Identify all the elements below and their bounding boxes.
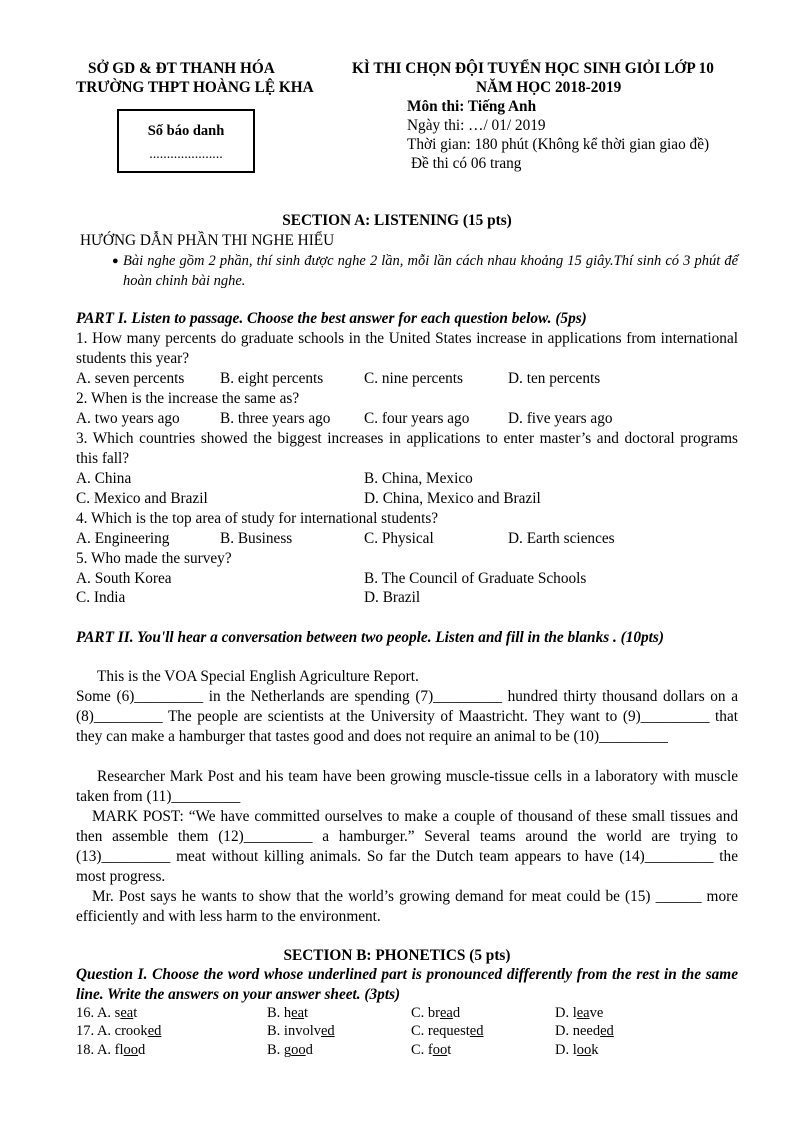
exam-subject: Môn thi: Tiếng Anh [407, 98, 537, 115]
passage-intro: This is the VOA Special English Agriculture Report. [97, 668, 419, 685]
page-count: Đề thi có 06 trang [411, 155, 522, 172]
question-2-options [76, 409, 738, 429]
option-d: D. five years ago [508, 410, 613, 427]
listening-guide-title: HƯỚNG DẪN PHẦN THI NGHE HIỂU [80, 232, 335, 249]
exam-title: KÌ THI CHỌN ĐỘI TUYỂN HỌC SINH GIỎI LỚP 10 [352, 60, 714, 77]
option-c: C. Physical [364, 530, 434, 547]
question-5-options-row1 [76, 569, 738, 589]
option-b: B. three years ago [220, 410, 331, 427]
option-c: C. requested [411, 1023, 484, 1039]
option-b: B. heat [267, 1005, 309, 1021]
option-b: B. involved [267, 1023, 335, 1039]
option-a: 17. A. crooked [76, 1023, 162, 1039]
option-d: D. look [555, 1042, 599, 1058]
phonetics-row-17 [76, 1021, 738, 1040]
exam-date: Ngày thi: …/ 01/ 2019 [407, 117, 546, 134]
option-b: B. China, Mexico [364, 470, 473, 487]
passage-paragraph-3: MARK POST: “We have committed ourselves to make a couple of thousand of these small tissues and then assemble them (12)_________ a hamburger.” Several teams around the world are trying to (13)_________ meat without killing animals. So far the Dutch team appears to have (14)_________ the most progress. [76, 808, 738, 885]
option-a: 16. A. seat [76, 1005, 138, 1021]
option-a: A. China [76, 470, 132, 487]
candidate-number-blank: ..................... [149, 147, 223, 162]
passage-paragraph-2: Researcher Mark Post and his team have been growing muscle-tissue cells in a laboratory with muscle taken from (11)_________ [76, 768, 738, 805]
question-1: 1. How many percents do graduate schools in the United States increase in applications from international students this year? [76, 330, 738, 367]
phonetics-question-title: Question I. Choose the word whose underlined part is pronounced differently from the rest in the same line. Write the answers on your answer sheet. (3pts) [76, 966, 738, 1003]
option-a: 18. A. flood [76, 1042, 146, 1058]
option-d: D. ten percents [508, 370, 601, 387]
option-b: B. eight percents [220, 370, 324, 387]
candidate-number-box [117, 109, 255, 173]
passage-paragraph-4: Mr. Post says he wants to show that the world’s growing demand for meat could be (15) ______ more efficiently and with less harm to the environment. [76, 888, 738, 925]
section-a-title: SECTION A: LISTENING (15 pts) [282, 212, 512, 229]
option-b: B. The Council of Graduate Schools [364, 570, 587, 587]
question-3-options-row1 [76, 469, 738, 489]
candidate-number-label: Số báo danh [147, 123, 225, 139]
option-c: C. foot [411, 1042, 452, 1058]
option-b: B. good [267, 1042, 313, 1058]
school-department: SỞ GD & ĐT THANH HÓA [88, 60, 275, 77]
option-a: A. South Korea [76, 570, 172, 587]
option-d: D. Brazil [364, 589, 421, 606]
exam-time: Thời gian: 180 phút (Không kể thời gian giao đề) [407, 136, 710, 153]
option-d: D. China, Mexico and Brazil [364, 490, 541, 507]
option-c: C. four years ago [364, 410, 470, 427]
part1-title: PART I. Listen to passage. Choose the best answer for each question below. (5ps) [76, 310, 587, 327]
question-4: 4. Which is the top area of study for international students? [76, 510, 439, 527]
question-2: 2. When is the increase the same as? [76, 390, 300, 407]
option-c: C. Mexico and Brazil [76, 490, 208, 507]
option-a: A. Engineering [76, 530, 170, 547]
option-c: C. bread [411, 1005, 461, 1021]
option-a: A. two years ago [76, 410, 180, 427]
section-b-title: SECTION B: PHONETICS (5 pts) [283, 947, 511, 964]
passage-paragraph-1: Some (6)_________ in the Netherlands are spending (7)_________ hundred thirty thousand dollars on a (8)_________ The people are scientists at the University of Maastricht. They want to (9)_________ that they can make a hamburger that tastes good and does not require an animal to be (10)_________ [76, 688, 738, 745]
question-5-options-row2 [76, 588, 738, 608]
part2-title: PART II. You'll hear a conversation between two people. Listen and fill in the blanks . (10pts) [76, 629, 664, 646]
phonetics-row-16 [76, 1003, 738, 1022]
question-3: 3. Which countries showed the biggest increases in applications to enter master’s and doctoral programs this fall? [76, 430, 738, 467]
listening-guide-text: Bài nghe gồm 2 phần, thí sinh được nghe 2 lần, mỗi lần cách nhau khoảng 15 giây.Thí sinh có 3 phút để hoàn chỉnh bài nghe. [123, 253, 738, 289]
question-1-options [76, 369, 738, 389]
option-d: D. needed [555, 1023, 614, 1039]
bullet-icon: ● [112, 255, 119, 267]
question-3-options-row2 [76, 489, 738, 509]
question-5: 5. Who made the survey? [76, 550, 232, 567]
option-c: C. nine percents [364, 370, 463, 387]
phonetics-row-18 [76, 1040, 738, 1059]
option-c: C. India [76, 589, 126, 606]
school-year: NĂM HỌC 2018-2019 [476, 79, 622, 96]
option-d: D. Earth sciences [508, 530, 615, 547]
option-a: A. seven percents [76, 370, 185, 387]
school-name: TRƯỜNG THPT HOÀNG LỆ KHA [76, 79, 314, 96]
option-d: D. leave [555, 1005, 604, 1021]
option-b: B. Business [220, 530, 293, 547]
question-4-options [76, 529, 738, 549]
